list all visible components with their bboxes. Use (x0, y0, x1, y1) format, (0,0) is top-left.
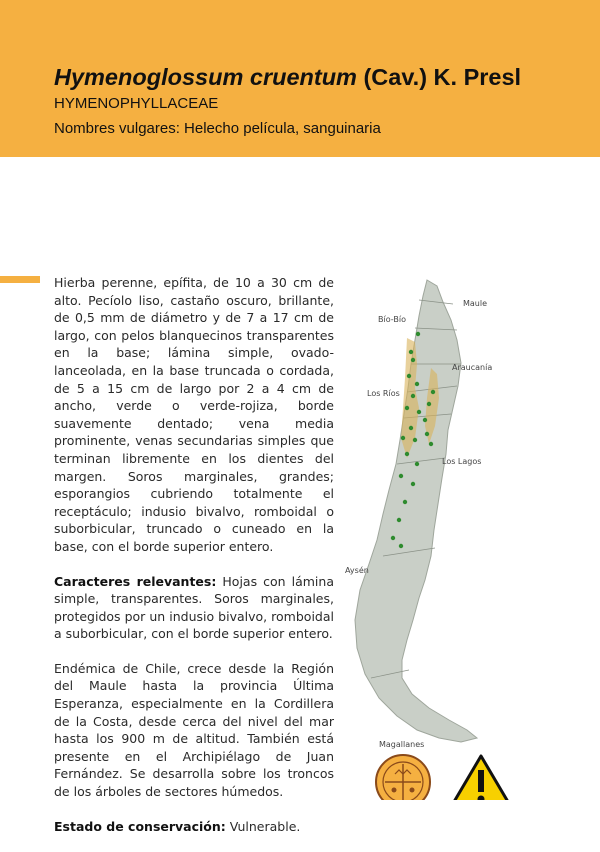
scientific-name: Hymenoglossum cruentum (54, 64, 357, 90)
conservation-label: Estado de conservación: (54, 818, 226, 834)
relevant-label: Caracteres relevantes: (54, 573, 217, 589)
map-label-magallanes: Magallanes (379, 740, 425, 749)
distribution-map (345, 268, 495, 768)
map-label-aysen: Aysén (345, 566, 369, 575)
chile-map-svg (345, 268, 495, 768)
header-band (0, 0, 600, 157)
species-title (54, 64, 521, 91)
warning-icon (446, 752, 516, 800)
map-label-losrios: Los Ríos (367, 389, 400, 398)
family-name: HYMENOPHYLLACEAE (54, 95, 219, 112)
map-label-maule: Maule (463, 299, 488, 308)
map-label-loslagos: Los Lagos (442, 457, 482, 466)
author-name: (Cav.) K. Presl (363, 64, 522, 90)
distribution-paragraph: Endémica de Chile, crece desde la Región del Maule hasta la provincia Última Esperanza, especialmente en la Cordillera de la Costa, desde cerca del nivel del mar hasta los 900 m de altitud. También está presente en el Archipiélago de Juan Fernández. Se desarrolla sobre los troncos de los árboles de sectores húmedos. (54, 660, 334, 800)
section-accent-bar (0, 276, 40, 283)
map-label-biobio: Bío-Bío (378, 315, 406, 324)
description-paragraph: Hierba perenne, epífita, de 10 a 30 cm de alto. Pecíolo liso, castaño oscuro, brillante, de 0,5 mm de diámetro y de 7 a 17 cm de largo, con pelos blanquecinos transparentes en la base; lámina simple, ovado-lanceolada, en la base truncada o cordada, de 5 a 15 cm de largo por 2 a 4 cm de ancho, verde o verde-rojiza, borde suavemente dentado; vena media prominente, venas secundarias simples que terminan libremente en los dientes del margen. Soros marginales, grandes; esporangios cubriendo totalmente el receptáculo; indusio bivalvo, romboidal o suborbicular, truncado o cuneado en la base, con el borde superior entero. (54, 275, 334, 554)
emblem-seal-icon (373, 752, 433, 800)
common-names: Nombres vulgares: Helecho película, sanguinaria (54, 120, 381, 137)
relevant-characters-paragraph (54, 573, 334, 643)
chile-landmass (355, 280, 477, 742)
species-description (54, 274, 334, 852)
relevant-text: Hojas con lámina simple, transparentes. Soros marginales, protegidos por un indusio bivalvo, romboidal a suborbicular, con el borde superior entero. (54, 573, 334, 642)
map-label-araucania: Araucanía (452, 363, 493, 372)
conservation-value: Vulnerable. (229, 818, 301, 834)
conservation-paragraph (54, 818, 334, 836)
